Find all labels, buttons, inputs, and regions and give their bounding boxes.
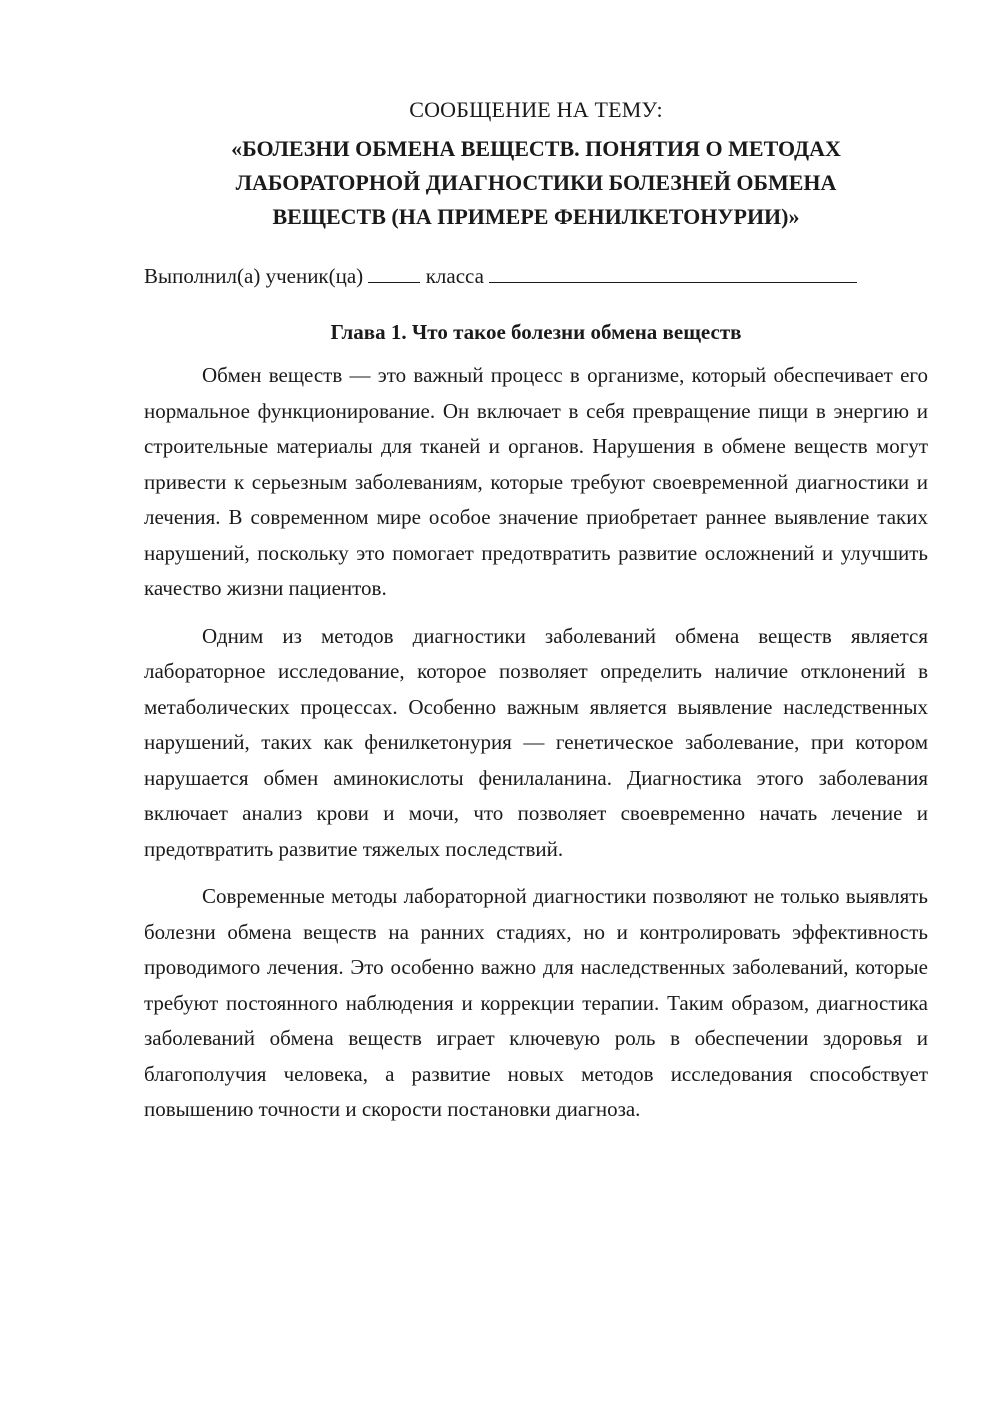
grade-blank xyxy=(368,260,420,283)
chapter-title: Глава 1. Что такое болезни обмена веществ xyxy=(330,320,742,344)
document-title: «БОЛЕЗНИ ОБМЕНА ВЕЩЕСТВ. ПОНЯТИЯ О МЕТОДАХ ЛАБОРАТОРНОЙ ДИАГНОСТИКИ БОЛЕЗНЕЙ ОБМЕНА ВЕЩЕСТВ (НА ПРИМЕРЕ ФЕНИЛКЕТОНУРИИ)» xyxy=(231,136,841,229)
paragraph: Современные методы лабораторной диагностики позволяют не только выявлять болезни обмена веществ на ранних стадиях, но и контролировать эффективность проводимого лечения. Это особенно важно для наследственных заболеваний, которые требуют постоянного наблюдения и коррекции терапии. Таким образом, диагностика заболеваний обмена веществ играет ключевую роль в обеспечении здоровья и благополучия человека, а развитие новых методов исследования способствует повышению точности и скорости постановки диагноза. xyxy=(144,884,928,1121)
paragraph: Одним из методов диагностики заболеваний обмена веществ является лабораторное исследование, которое позволяет определить наличие отклонений в метаболических процессах. Особенно важным является выявление наследственных нарушений, таких как фенилкетонурия — генетическое заболевание, при котором нарушается обмен аминокислоты фенилаланина. Диагностика этого заболевания включает анализ крови и мочи, что позволяет своевременно начать лечение и предотвратить развитие тяжелых последствий. xyxy=(144,623,928,861)
name-blank xyxy=(489,260,857,283)
author-line xyxy=(144,260,928,292)
paragraph: Обмен веществ — это важный процесс в организме, который обеспечивает его нормальное функционирование. Он включает в себя превращение пищи в энергию и строительные материалы для тканей и органов. Нарушения в обмене веществ могут привести к серьезным заболеваниям, которые требуют своевременной диагностики и лечения. В современном мире особое значение приобретает раннее выявление таких нарушений, поскольку это помогает предотвратить развитие осложнений и улучшить качество жизни пациентов. xyxy=(144,363,928,600)
document-page xyxy=(144,94,928,1128)
author-label: Выполнил(а) ученик(ца) xyxy=(144,264,364,288)
class-label: класса xyxy=(425,264,484,288)
document-header: СООБЩЕНИЕ НА ТЕМУ: xyxy=(409,97,663,122)
